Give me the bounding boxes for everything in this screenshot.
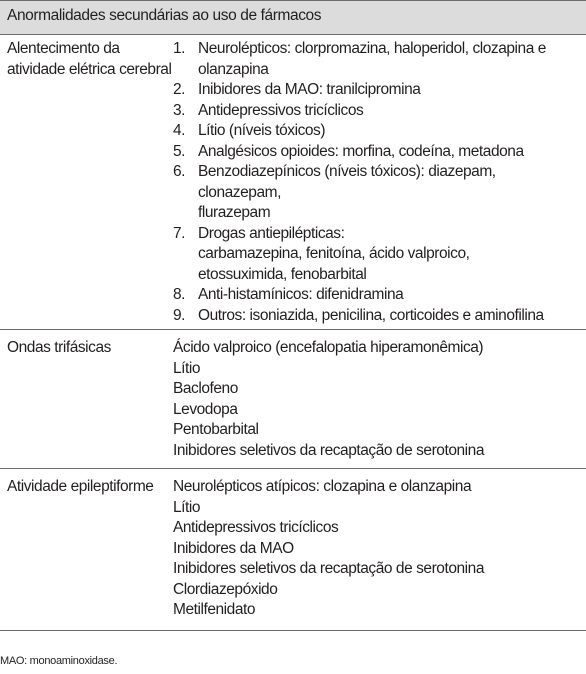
row-label <box>0 35 173 330</box>
row-content <box>173 330 586 469</box>
table-row <box>0 469 586 631</box>
list-item <box>173 142 586 163</box>
list-text-line: Pentobarbital <box>173 421 259 438</box>
list-text-line: olanzapina <box>198 60 269 78</box>
list-text-line: Levodopa <box>173 400 238 418</box>
table-row <box>0 35 586 330</box>
list-text-line: Clordiazepóxido <box>173 580 278 598</box>
row-label-line: Atividade epileptiforme <box>7 478 154 495</box>
list-item <box>173 162 586 224</box>
list-item <box>173 285 586 306</box>
list-number: 1. <box>173 40 186 57</box>
list-text-line: Ácido valproico (encefalopatia hiperamonêmica) <box>173 339 484 356</box>
list-text <box>198 224 586 286</box>
list-text <box>198 101 586 122</box>
list-number: 7. <box>173 224 186 242</box>
row-label <box>0 469 173 631</box>
list-number: 3. <box>173 101 186 119</box>
list-text <box>198 80 586 101</box>
table-body <box>0 35 586 631</box>
row-label <box>0 330 173 469</box>
list-text <box>198 306 586 327</box>
list-text-line: Lítio <box>173 498 201 516</box>
list-item <box>173 306 586 327</box>
list-item <box>173 121 586 142</box>
table-title: Anormalidades secundárias ao uso de fármacos <box>0 0 586 35</box>
list-text-line: Lítio <box>173 359 201 377</box>
list-text-line: flurazepam <box>198 204 271 221</box>
list-text-line: Analgésicos opioides: morfina, codeína, metadona <box>198 142 524 160</box>
list-text-line: carbamazepina, fenitoína, ácido valproico, <box>198 245 470 262</box>
list-item <box>173 80 586 101</box>
list-text-line: Inibidores seletivos da recaptação de serotonina <box>173 560 484 577</box>
list-text-line: etossuximida, fenobarbital <box>198 265 367 283</box>
list-text-line: Neurolépticos atípicos: clozapina e olanzapina <box>173 478 472 495</box>
list-text-line: Lítio (níveis tóxicos) <box>198 122 326 139</box>
list-text-line: Inibidores da MAO <box>173 539 294 557</box>
list-text <box>198 39 586 80</box>
list-text-line: Inibidores seletivos da recaptação de serotonina <box>173 441 484 459</box>
list-number: 4. <box>173 122 186 139</box>
row-label-line: atividade elétrica cerebral <box>7 60 172 78</box>
list-text-line: Outros: isoniazida, penicilina, corticoides e aminofilina <box>198 306 544 324</box>
row-content <box>173 469 586 631</box>
list-text-line: Metilfenidato <box>173 601 256 618</box>
list-number: 9. <box>173 306 186 324</box>
list-number: 5. <box>173 142 186 160</box>
list-text-line: Benzodiazepínicos (níveis tóxicos): diazepam, clonazepam, <box>198 163 496 201</box>
table-row <box>0 330 586 469</box>
list-text-line: Anti-histamínicos: difenidramina <box>198 286 404 303</box>
list-number: 6. <box>173 163 186 180</box>
list-number: 2. <box>173 81 186 98</box>
list-text <box>198 142 586 163</box>
list-text-line: Baclofeno <box>173 380 238 397</box>
list-text <box>198 285 586 306</box>
list-number: 8. <box>173 286 186 303</box>
list-item <box>173 224 586 286</box>
list-text-line: Antidepressivos tricíclicos <box>198 101 364 119</box>
list-text <box>198 121 586 142</box>
row-label-line: Ondas trifásicas <box>7 339 111 356</box>
list-item <box>173 39 586 80</box>
list-text-line: Neurolépticos: clorpromazina, haloperidol, clozapina e <box>198 40 546 57</box>
list-text-line: Antidepressivos tricíclicos <box>173 519 339 536</box>
list-text <box>198 162 586 224</box>
table-footnote: MAO: monoaminoxidase. <box>0 655 118 667</box>
row-content <box>173 35 586 330</box>
list-item <box>173 101 586 122</box>
list-text-line: Inibidores da MAO: tranilcipromina <box>198 81 421 98</box>
list-text-line: Drogas antiepilépticas: <box>198 224 345 242</box>
row-label-line: Alentecimento da <box>7 40 120 57</box>
